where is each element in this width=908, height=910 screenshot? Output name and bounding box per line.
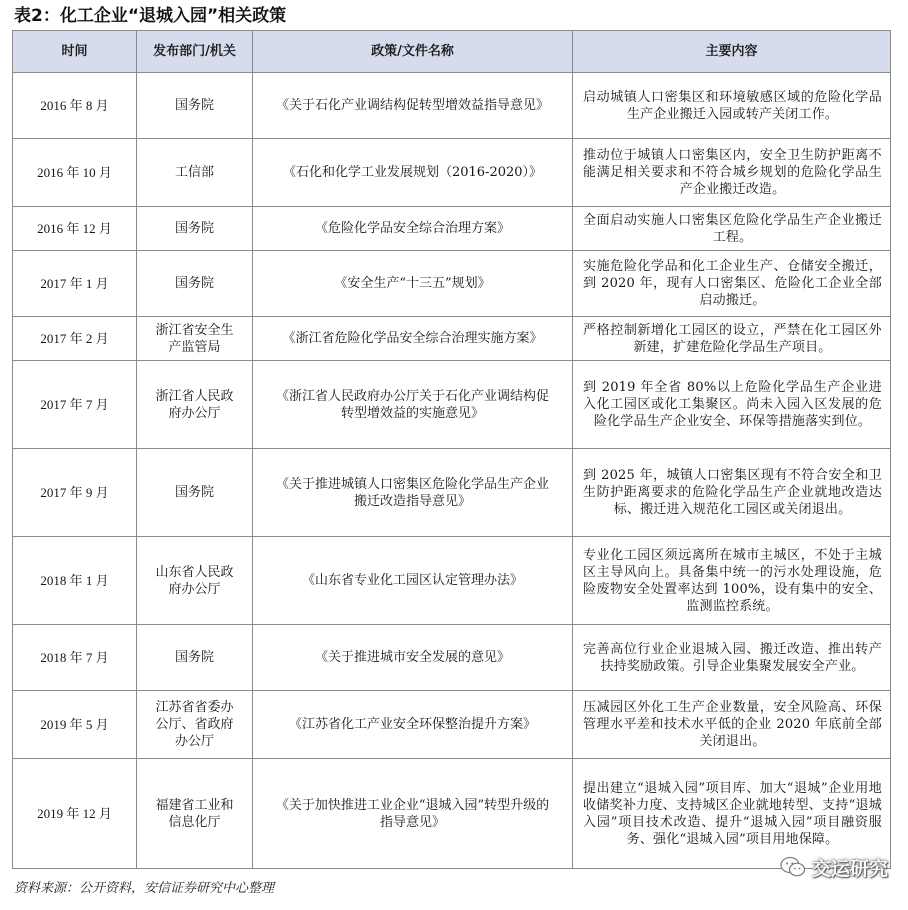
- table-row: [13, 73, 891, 139]
- cell-name: 《危险化学品安全综合治理方案》: [253, 207, 573, 251]
- cell-issuer: 国务院: [137, 449, 253, 537]
- cell-time: 2017 年 1 月: [13, 251, 137, 317]
- cell-issuer: 江苏省省委办公厅、省政府办公厅: [137, 691, 253, 759]
- table-row: [13, 251, 891, 317]
- cell-issuer: 工信部: [137, 139, 253, 207]
- cell-time: 2017 年 7 月: [13, 361, 137, 449]
- table-row: [13, 759, 891, 869]
- header-time: 时间: [13, 31, 137, 73]
- cell-issuer: 福建省工业和信息化厅: [137, 759, 253, 869]
- header-name: 政策/文件名称: [253, 31, 573, 73]
- source-note: 资料来源：公开资料，安信证券研究中心整理: [14, 881, 275, 896]
- cell-name: 《关于加快推进工业企业“退城入园”转型升级的指导意见》: [253, 759, 573, 869]
- cell-name: 《关于石化产业调结构促转型增效益指导意见》: [253, 73, 573, 139]
- table-title: 表2：化工企业“退城入园”相关政策: [14, 6, 287, 26]
- cell-content: 到 2019 年全省 80%以上危险化学品生产企业进入化工园区或化工集聚区。尚未入园入区发展的危险化学品生产企业安全、环保等措施落实到位。: [573, 361, 891, 449]
- cell-content: 专业化工园区须远离所在城市主城区，不处于主城区主导风向上。具备集中统一的污水处理设施，危险废物安全处置率达到 100%，设有集中的安全、监测监控系统。: [573, 537, 891, 625]
- cell-content: 启动城镇人口密集区和环境敏感区域的危险化学品生产企业搬迁入园或转产关闭工作。: [573, 73, 891, 139]
- cell-time: 2016 年 10 月: [13, 139, 137, 207]
- header-issuer: 发布部门/机关: [137, 31, 253, 73]
- cell-time: 2019 年 5 月: [13, 691, 137, 759]
- table-row: [13, 449, 891, 537]
- cell-content: 完善高位行业企业退城入园、搬迁改造、推出转产扶持奖励政策。引导企业集聚发展安全产业。: [573, 625, 891, 691]
- cell-content: 全面启动实施人口密集区危险化学品生产企业搬迁工程。: [573, 207, 891, 251]
- cell-name: 《江苏省化工产业安全环保整治提升方案》: [253, 691, 573, 759]
- cell-content: 实施危险化学品和化工企业生产、仓储安全搬迁，到 2020 年，现有人口密集区、危险化工企业全部启动搬迁。: [573, 251, 891, 317]
- cell-content: 严格控制新增化工园区的设立，严禁在化工园区外新建，扩建危险化学品生产项目。: [573, 317, 891, 361]
- cell-issuer: 国务院: [137, 251, 253, 317]
- cell-name: 《浙江省人民政府办公厅关于石化产业调结构促转型增效益的实施意见》: [253, 361, 573, 449]
- watermark-text: 交运研究: [811, 857, 888, 880]
- cell-name: 《石化和化学工业发展规划（2016-2020）》: [253, 139, 573, 207]
- header-row: [13, 31, 891, 73]
- cell-content: 提出建立“退城入园”项目库、加大“退城”企业用地收储奖补力度、支持城区企业就地转型、支持“退城入园”项目技术改造、提升“退城入园”项目融资服务、强化“退城入园”项目用地保障。: [573, 759, 891, 869]
- table-row: [13, 625, 891, 691]
- cell-issuer: 浙江省安全生产监管局: [137, 317, 253, 361]
- cell-time: 2016 年 8 月: [13, 73, 137, 139]
- cell-time: 2018 年 7 月: [13, 625, 137, 691]
- cell-time: 2019 年 12 月: [13, 759, 137, 869]
- cell-content: 到 2025 年，城镇人口密集区现有不符合安全和卫生防护距离要求的危险化学品生产企业就地改造达标、搬迁进入规范化工园区或关闭退出。: [573, 449, 891, 537]
- cell-time: 2016 年 12 月: [13, 207, 137, 251]
- cell-name: 《山东省专业化工园区认定管理办法》: [253, 537, 573, 625]
- cell-name: 《关于推进城镇人口密集区危险化学品生产企业搬迁改造指导意见》: [253, 449, 573, 537]
- cell-time: 2017 年 2 月: [13, 317, 137, 361]
- policy-table: [12, 30, 891, 869]
- table-row: [13, 537, 891, 625]
- cell-name: 《关于推进城市安全发展的意见》: [253, 625, 573, 691]
- table-row: [13, 139, 891, 207]
- cell-content: 压减园区外化工生产企业数量，安全风险高、环保管理水平差和技术水平低的企业 2020 年底前全部关闭退出。: [573, 691, 891, 759]
- cell-name: 《安全生产“十三五”规划》: [253, 251, 573, 317]
- cell-time: 2018 年 1 月: [13, 537, 137, 625]
- cell-issuer: 国务院: [137, 625, 253, 691]
- wechat-logo-icon: [780, 856, 806, 878]
- cell-issuer: 国务院: [137, 207, 253, 251]
- header-content: 主要内容: [573, 31, 891, 73]
- table-row: [13, 691, 891, 759]
- cell-issuer: 国务院: [137, 73, 253, 139]
- cell-time: 2017 年 9 月: [13, 449, 137, 537]
- cell-issuer: 浙江省人民政府办公厅: [137, 361, 253, 449]
- cell-issuer: 山东省人民政府办公厅: [137, 537, 253, 625]
- cell-content: 推动位于城镇人口密集区内，安全卫生防护距离不能满足相关要求和不符合城乡规划的危险化学品生产企业搬迁改造。: [573, 139, 891, 207]
- table-row: [13, 361, 891, 449]
- table-row: [13, 207, 891, 251]
- table-row: [13, 317, 891, 361]
- watermark: [780, 852, 888, 882]
- cell-name: 《浙江省危险化学品安全综合治理实施方案》: [253, 317, 573, 361]
